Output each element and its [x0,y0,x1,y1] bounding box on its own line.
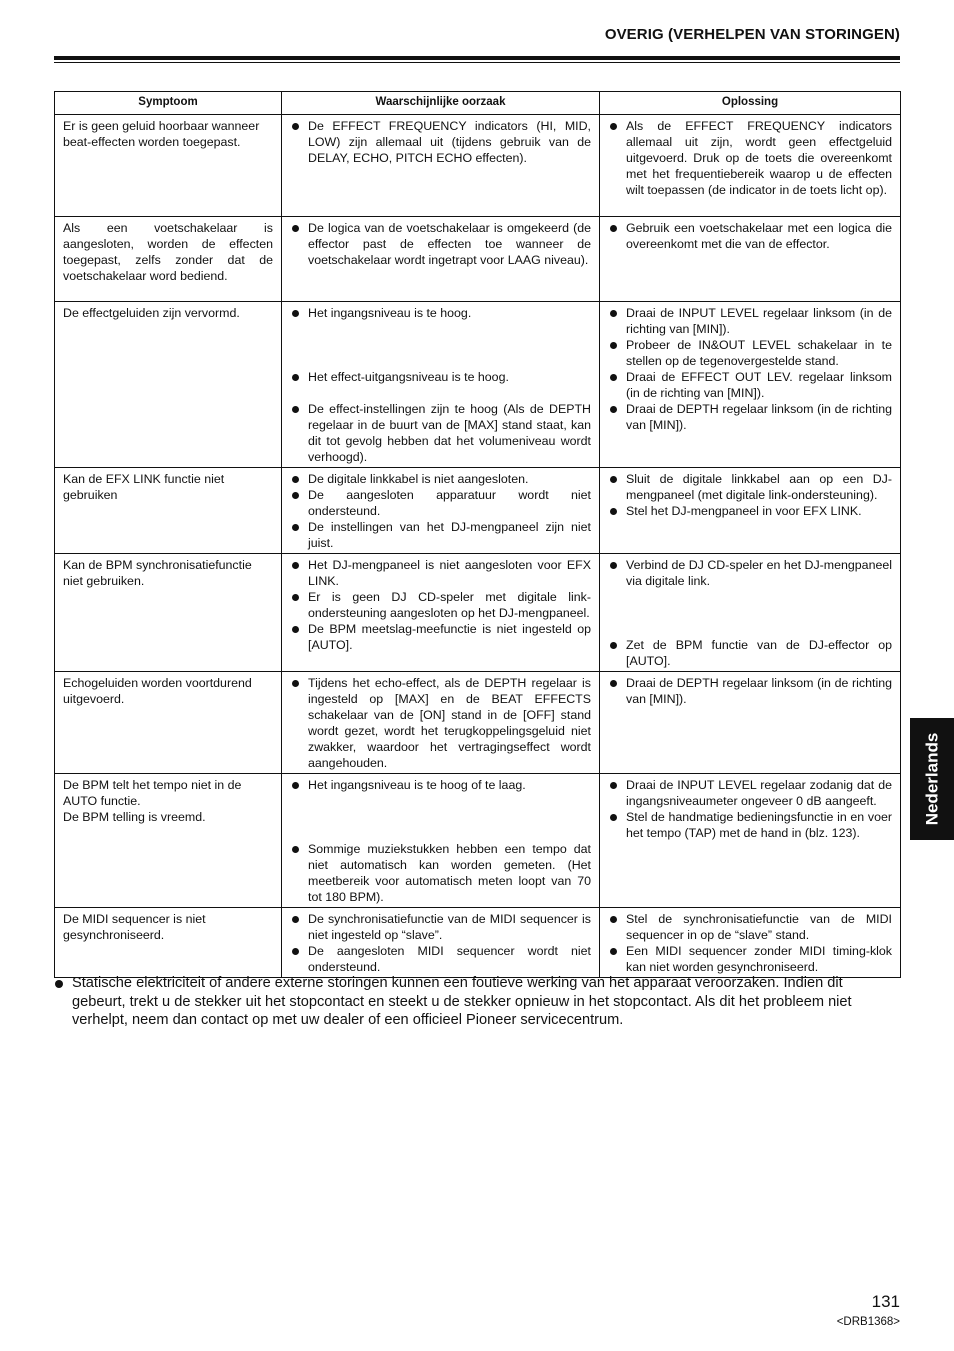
solution-cell [600,217,901,302]
cause-cell [282,774,600,908]
solution-item: Stel het DJ-mengpaneel in voor EFX LINK. [608,503,892,519]
solution-item: Verbind de DJ CD-speler en het DJ-mengpaneel via digitale link. [608,557,892,589]
solution-item: Draai de EFFECT OUT LEV. regelaar linksom (in de richting van [MIN]). [608,369,892,401]
cause-item: De logica van de voetschakelaar is omgekeerd (de effector past de effecten toe wanneer de voetschakelaar wordt ingetrapt voor LAAG niveau). [290,220,591,268]
cause-item: De aangesloten apparatuur wordt niet ondersteund. [290,487,591,519]
table-row [55,115,901,217]
cause-item: Tijdens het echo-effect, als de DEPTH regelaar is ingesteld op [MAX] en de BEAT EFFECTS schakelaar van de [ON] stand in de [OFF] stand wordt gezet, wordt het terugkoppelingsgeluid niet zwakker, waardoor het vertragingseffect wordt aangehouden. [290,675,591,771]
column-header-solution: Oplossing [600,92,901,115]
symptom-cell [55,774,282,908]
solution-item: Draai de DEPTH regelaar linksom (in de richting van [MIN]). [608,675,892,707]
table-header-row [55,92,901,115]
solution-item: Gebruik een voetschakelaar met een logica die overeenkomt met die van de effector. [608,220,892,252]
section-title: OVERIG (VERHELPEN VAN STORINGEN) [604,26,900,43]
cause-cell [282,908,600,978]
solution-cell [600,774,901,908]
solution-cell [600,302,901,468]
cause-item: Er is geen DJ CD-speler met digitale link-ondersteuning aangesloten op het DJ-mengpaneel. [290,589,591,621]
cause-cell [282,115,600,217]
cause-item: De BPM meetslag-meefunctie is niet ingesteld op [AUTO]. [290,621,591,653]
solution-item: Probeer de IN&OUT LEVEL schakelaar in te stellen op de tegenovergestelde stand. [608,337,892,369]
column-header-symptom: Symptoom [55,92,282,115]
symptom-cell: Als een voetschakelaar is aangesloten, worden de effecten toegepast, zelfs zonder dat de voetschakelaar word bediend. [55,217,282,302]
symptom-line: De BPM telt het tempo niet in de AUTO functie. [63,778,242,808]
solution-item: Draai de INPUT LEVEL regelaar linksom (in de richting van [MIN]). [608,305,892,337]
cause-item: De aangesloten MIDI sequencer wordt niet ondersteund. [290,943,591,975]
symptom-cell: Kan de BPM synchronisatiefunctie niet gebruiken. [55,554,282,672]
table-row [55,672,901,774]
cause-item: De synchronisatiefunctie van de MIDI sequencer is niet ingesteld op “slave”. [290,911,591,943]
table-row [55,217,901,302]
symptom-cell: Er is geen geluid hoorbaar wanneer beat-effecten worden toegepast. [55,115,282,217]
cause-cell [282,302,600,468]
troubleshooting-table [54,91,901,978]
static-electricity-note: Statische elektriciteit of andere externe storingen kunnen een foutieve werking van het apparaat veroorzaken. Indien dit gebeurt, trekt u de stekker uit het stopcontact en steekt u de stekker opnieuw in het stopcontact. Als dit het probleem niet verhelpt, neem dan contact op met uw dealer of een officieel Pioneer servicecentrum. [54,974,900,1030]
cause-item: Het ingangsniveau is te hoog. [290,305,591,321]
cause-item: De instellingen van het DJ-mengpaneel zijn niet juist. [290,519,591,551]
solution-cell [600,554,901,672]
language-tab [910,718,954,840]
cause-cell [282,468,600,554]
symptom-line: De BPM telling is vreemd. [63,810,206,824]
solution-item: Als de EFFECT FREQUENCY indicators allemaal uit zijn, wordt geen effectgeluid uitgevoerd. Druk op de toets die overeenkomt met het frequentiebereik waarop u de effecten wilt toepassen (de indicator in de toets licht op). [608,118,892,198]
solution-item: Stel de synchronisatiefunctie van de MIDI sequencer in op de “slave” stand. [608,911,892,943]
cause-item: De EFFECT FREQUENCY indicators (HI, MID, LOW) zijn allemaal uit (tijdens gebruik van de DELAY, ECHO, PITCH ECHO effecten). [290,118,591,166]
cause-cell [282,217,600,302]
cause-item: Het ingangsniveau is te hoog of te laag. [290,777,591,793]
header-rule-thick [54,56,900,60]
symptom-cell: De effectgeluiden zijn vervormd. [55,302,282,468]
table-row [55,468,901,554]
cause-item: Het DJ-mengpaneel is niet aangesloten voor EFX LINK. [290,557,591,589]
page-number: 131 [871,1292,900,1311]
table-row [55,908,901,978]
symptom-cell: Kan de EFX LINK functie niet gebruiken [55,468,282,554]
language-tab-label: Nederlands [922,732,941,826]
cause-cell [282,554,600,672]
cause-item: Het effect-uitgangsniveau is te hoog. [290,369,591,385]
solution-cell [600,908,901,978]
solution-item: Stel de handmatige bedieningsfunctie in en voer het tempo (TAP) met de hand in (blz. 123). [608,809,892,841]
symptom-cell: Echogeluiden worden voortdurend uitgevoerd. [55,672,282,774]
solution-item: Zet de BPM functie van de DJ-effector op [AUTO]. [608,637,892,669]
cause-item: De digitale linkkabel is niet aangesloten. [290,471,591,487]
cause-item: Sommige muziekstukken hebben een tempo dat niet automatisch kan worden gemeten. (Het meetbereik voor automatisch meten loopt van 70 tot 180 BPM). [290,841,591,905]
solution-item: Sluit de digitale linkkabel aan op een DJ-mengpaneel (met digitale link-ondersteuning). [608,471,892,503]
cause-cell [282,672,600,774]
table-row [55,774,901,908]
cause-item: De effect-instellingen zijn te hoog (Als de DEPTH regelaar in de buurt van de [MAX] stand staat, kan dit tot gevolg hebben dat het volumeniveau wordt verhoogd). [290,401,591,465]
solution-cell [600,468,901,554]
solution-item: Draai de DEPTH regelaar linksom (in de richting van [MIN]). [608,401,892,433]
table-row [55,554,901,672]
symptom-cell: De MIDI sequencer is niet gesynchroniseerd. [55,908,282,978]
solution-cell [600,672,901,774]
header-rule-thin [54,62,900,63]
column-header-cause: Waarschijnlijke oorzaak [282,92,600,115]
solution-cell [600,115,901,217]
solution-item: Draai de INPUT LEVEL regelaar zodanig dat de ingangsniveaumeter ongeveer 0 dB aangeeft. [608,777,892,809]
table-row [55,302,901,468]
document-code: <DRB1368> [836,1316,900,1328]
solution-item: Een MIDI sequencer zonder MIDI timing-klok kan niet worden gesynchroniseerd. [608,943,892,975]
